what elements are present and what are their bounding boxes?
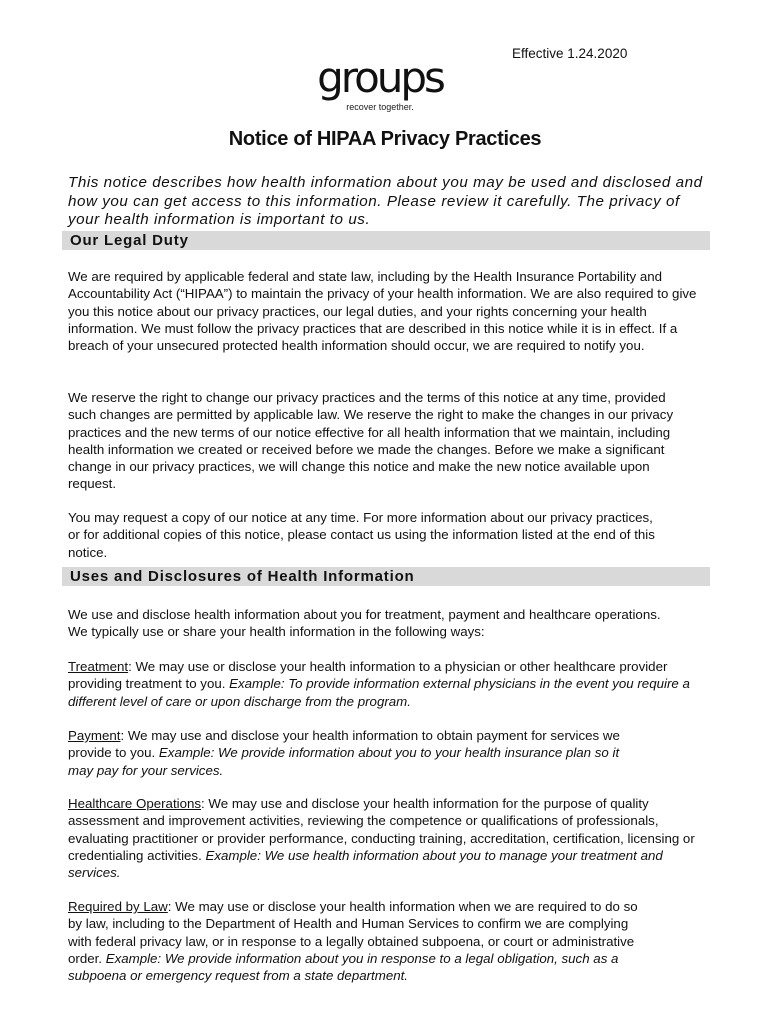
paragraph-text: We are required by applicable federal and state law, including by the Health Insurance Portability and Accountability Act (“HIPAA”) to maintain the privacy of your health information. We are also required to give you this notice about our privacy practices, our legal duties, and your rights concerning your health information. We must follow the privacy practices that are described in this notice while it is in effect. If a breach of your unsecured protected health information should occur, we are required to notify you.: [68, 269, 697, 354]
item-label: Healthcare Operations: [68, 796, 202, 811]
section-heading-legal-duty: Our Legal Duty: [62, 231, 710, 250]
item-example: Example: We provide information about you in response to a legal obligation, such as a subpoena or emergency request from a state department.: [68, 950, 619, 984]
list-item-treatment: [68, 658, 708, 710]
item-text: : We may use or disclose your health information to a physician or other healthcare provider providing treatment to you.: [68, 659, 668, 692]
groups-logo: [305, 53, 455, 113]
effective-date: Effective 1.24.2020: [512, 46, 628, 61]
legal-duty-paragraph-2: [68, 389, 686, 493]
page-title: Notice of HIPAA Privacy Practices: [228, 128, 542, 150]
list-item-payment: [68, 727, 643, 779]
item-text: : We may use and disclose your health information to obtain payment for services we provide to you.: [68, 728, 620, 761]
item-text: : We may use and disclose your health information for the purpose of quality assessment and improvement activities, reviewing the competence or qualifications of professionals, evaluating practitioner or provider performance, conducting training, accreditation, certification, licensing or credentialing activities.: [68, 796, 695, 863]
uses-intro: [68, 606, 668, 641]
section-heading-uses: Uses and Disclosures of Health Information: [62, 567, 710, 586]
item-label: Required by Law: [68, 899, 168, 914]
list-item-healthcare-operations: [68, 795, 708, 881]
logo-tagline: recover together.: [346, 102, 414, 112]
legal-duty-paragraph-1: [68, 268, 706, 354]
item-example: Example: To provide information external physicians in the event you require a different level of care or upon discharge from the program.: [68, 676, 690, 709]
item-example: Example: We provide information about you to your health insurance plan so it may pay for your services.: [68, 745, 620, 778]
legal-duty-paragraph-3: [68, 509, 668, 561]
paragraph-text: We reserve the right to change our privacy practices and the terms of this notice at any time, provided such changes are permitted by applicable law. We reserve the right to make the changes in our privacy practices and the new terms of our notice effective for all health information that we maintain, including health information we created or received before we made the changes. Before we make a significant change in our privacy practices, we will change this notice and make the new notice available upon request.: [68, 390, 674, 492]
list-item-required-by-law: [68, 898, 643, 984]
item-label: Payment: [68, 728, 121, 743]
logo-wordmark: groups: [317, 53, 443, 102]
item-example: Example: We use health information about you to manage your treatment and services.: [68, 847, 663, 881]
item-text: : We may use or disclose your health information when we are required to do so by law, including to the Department of Health and Human Services to confirm we are complying with federal privacy law, or in response to a legally obtained subpoena, or court or administrative order.: [68, 899, 638, 966]
item-label: Treatment: [68, 659, 129, 674]
paragraph-text: We use and disclose health information about you for treatment, payment and healthcare operations. We typically use or share your health information in the following ways:: [68, 607, 661, 640]
paragraph-text: You may request a copy of our notice at any time. For more information about our privacy practices, or for additional copies of this notice, please contact us using the information listed at the end of this notice.: [68, 510, 655, 560]
intro-notice: This notice describes how health information about you may be used and disclosed and how you can get access to this information. Please review it carefully. The privacy of your health information is important to us.: [68, 174, 703, 228]
